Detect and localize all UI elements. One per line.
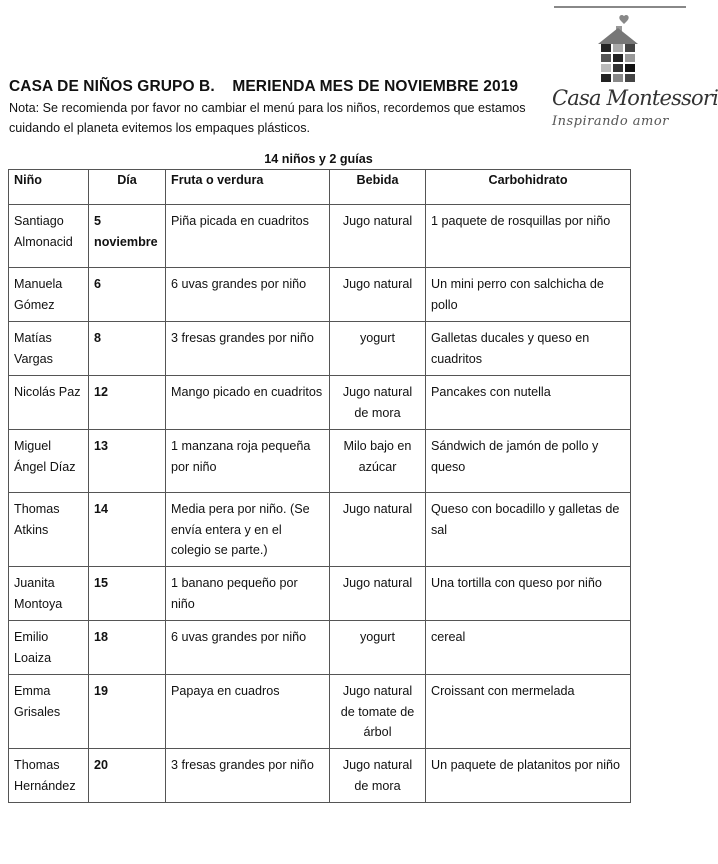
fruit-cell: 1 manzana roja pequeña por niño [166, 430, 330, 493]
day-cell: 13 [89, 430, 166, 493]
day-cell: 18 [89, 621, 166, 675]
drink-cell: yogurt [330, 322, 426, 376]
house-logo-icon [596, 14, 640, 84]
child-name: Nicolás Paz [9, 376, 89, 430]
fruit-cell: 1 banano pequeño por niño [166, 567, 330, 621]
snack-menu-table [8, 169, 631, 803]
carb-cell: Una tortilla con queso por niño [426, 567, 631, 621]
fruit-cell: Papaya en cuadros [166, 675, 330, 749]
carb-cell: Croissant con mermelada [426, 675, 631, 749]
drink-cell: Jugo natural de mora [330, 376, 426, 430]
fruit-cell: Mango picado en cuadritos [166, 376, 330, 430]
table-header-row [9, 170, 631, 205]
child-name: Manuela Gómez [9, 268, 89, 322]
logo-divider [554, 6, 686, 8]
drink-cell: yogurt [330, 621, 426, 675]
carb-cell: Sándwich de jamón de pollo y queso [426, 430, 631, 493]
table-row [9, 749, 631, 803]
fruit-cell: 6 uvas grandes por niño [166, 268, 330, 322]
day-cell: 5 noviembre [89, 205, 166, 268]
child-name: Emilio Loaiza [9, 621, 89, 675]
table-row [9, 268, 631, 322]
day-cell: 8 [89, 322, 166, 376]
table-row [9, 675, 631, 749]
fruit-cell: Piña picada en cuadritos [166, 205, 330, 268]
drink-cell: Milo bajo en azúcar [330, 430, 426, 493]
table-row [9, 567, 631, 621]
column-header-day: Día [89, 170, 166, 205]
fruit-cell: 3 fresas grandes por niño [166, 322, 330, 376]
note-text: Nota: Se recomienda por favor no cambiar el menú para los niños, recordemos que estamos cuidando el planeta evitemos los empaques plásticos. [9, 101, 526, 135]
day-cell: 20 [89, 749, 166, 803]
table-row [9, 493, 631, 567]
child-name: Miguel Ángel Díaz [9, 430, 89, 493]
column-header-carb: Carbohidrato [426, 170, 631, 205]
carb-cell: 1 paquete de rosquillas por niño [426, 205, 631, 268]
carb-cell: Un mini perro con salchicha de pollo [426, 268, 631, 322]
drink-cell: Jugo natural [330, 205, 426, 268]
child-name: Matías Vargas [9, 322, 89, 376]
logo-tagline: Inspirando amor [552, 114, 669, 129]
table-caption: 14 niños y 2 guías [264, 152, 373, 166]
carb-cell: cereal [426, 621, 631, 675]
drink-cell: Jugo natural de mora [330, 749, 426, 803]
day-cell: 19 [89, 675, 166, 749]
fruit-cell: 3 fresas grandes por niño [166, 749, 330, 803]
child-name: Thomas Hernández [9, 749, 89, 803]
fruit-cell: Media pera por niño. (Se envía entera y en el colegio se parte.) [166, 493, 330, 567]
child-name: Emma Grisales [9, 675, 89, 749]
child-name: Thomas Atkins [9, 493, 89, 567]
table-row [9, 205, 631, 268]
day-cell: 15 [89, 567, 166, 621]
day-cell: 6 [89, 268, 166, 322]
table-row [9, 621, 631, 675]
drink-cell: Jugo natural de tomate de árbol [330, 675, 426, 749]
drink-cell: Jugo natural [330, 493, 426, 567]
day-cell: 12 [89, 376, 166, 430]
column-header-child: Niño [9, 170, 89, 205]
carb-cell: Pancakes con nutella [426, 376, 631, 430]
logo-brand-text: Casa Montessori [552, 86, 718, 110]
casa-montessori-logo [550, 4, 718, 132]
fruit-cell: 6 uvas grandes por niño [166, 621, 330, 675]
table-row [9, 322, 631, 376]
carb-cell: Galletas ducales y queso en cuadritos [426, 322, 631, 376]
column-header-drink: Bebida [330, 170, 426, 205]
table-row [9, 430, 631, 493]
carb-cell: Queso con bocadillo y galletas de sal [426, 493, 631, 567]
table-row [9, 376, 631, 430]
day-cell: 14 [89, 493, 166, 567]
drink-cell: Jugo natural [330, 268, 426, 322]
column-header-fruit: Fruta o verdura [166, 170, 330, 205]
drink-cell: Jugo natural [330, 567, 426, 621]
page-title: CASA DE NIÑOS GRUPO B. MERIENDA MES DE NOVIEMBRE 2019 [9, 78, 519, 95]
child-name: Juanita Montoya [9, 567, 89, 621]
carb-cell: Un paquete de platanitos por niño [426, 749, 631, 803]
child-name: Santiago Almonacid [9, 205, 89, 268]
